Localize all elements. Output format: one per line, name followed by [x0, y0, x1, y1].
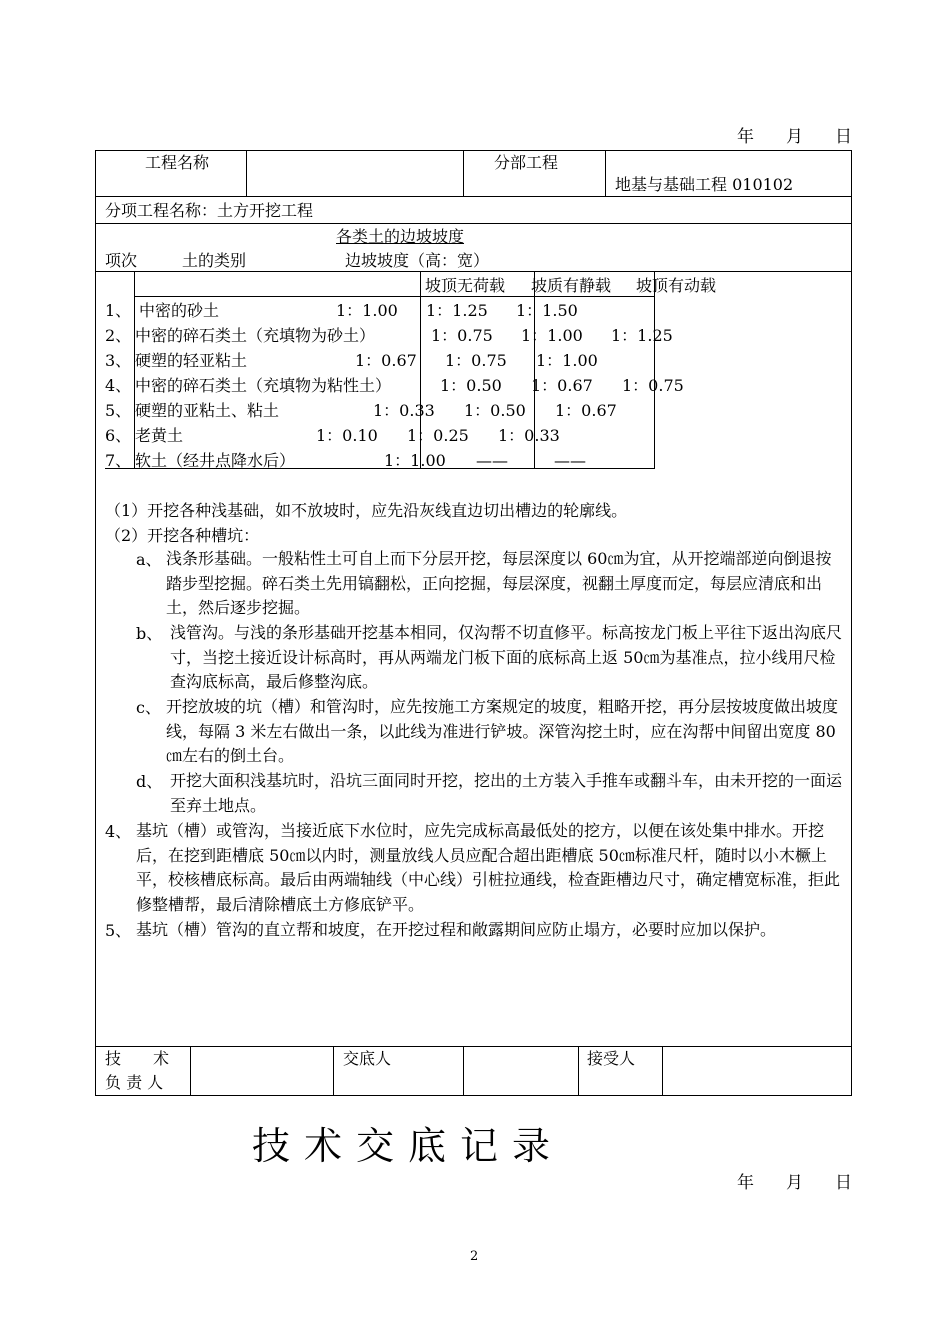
date-year: 年 — [737, 127, 754, 147]
col-index-header: 项次 — [105, 251, 138, 270]
table-row-index: 5、 — [105, 401, 132, 420]
table-row-no-load: 1：0.75 — [431, 326, 493, 345]
item-4-marker: 4、 — [105, 822, 132, 841]
date-day: 日 — [835, 127, 852, 147]
table-row-soil: 软土（经井点降水后） — [135, 451, 296, 470]
item-5-text: 基坑（槽）管沟的直立帮和坡度，在开挖过程和敞露期间应防止塌方，必要时应加以保护。 — [136, 920, 777, 939]
signature-row-rule — [95, 1046, 852, 1047]
table-row-soil: 中密的砂土 — [139, 301, 220, 320]
division-label: 分部工程 — [494, 153, 559, 172]
item-c-text: 开挖放坡的坑（槽）和管沟时，应先按施工方案规定的坡度，粗略开挖，再分层按坡度做出坡度线，每隔 3 米左右做出一条，以此线为准进行铲坡。深管沟挖土时，应在沟帮中间留出宽度 80㎝左右的倒土台。 — [166, 697, 839, 766]
divider-col-1 — [246, 150, 247, 196]
divider-col-3 — [605, 150, 606, 196]
item-d-marker: d、 — [136, 772, 163, 791]
tech-lead-signature-field[interactable] — [194, 1050, 328, 1092]
table-row-index: 2、 — [105, 326, 132, 345]
document-title: 技术交底记录 — [252, 1124, 565, 1168]
table-row-no-load: 1：1.00 — [336, 301, 398, 320]
item-a-text: 浅条形基础。一般粘性土可自上而下分层开挖，每层深度以 60㎝为宜，从开挖端部逆向倒退按踏步型挖掘。碎石类土先用镐翻松，正向挖掘，每层深度，视翻土厚度而定，每层应清底和出土，然后逐步挖掘。 — [166, 549, 832, 618]
item-5-marker: 5、 — [105, 921, 132, 940]
table-row-dynamic-load: 1：1.50 — [516, 301, 578, 320]
date-month: 月 — [786, 127, 803, 147]
table-row-soil: 硬塑的亚粘土、粘土 — [135, 401, 280, 420]
table-row-static-load: 1：0.75 — [445, 351, 507, 370]
table-row-static-load: 1：0.50 — [464, 401, 526, 420]
slope-subheader-rule — [135, 296, 655, 297]
table-row-index: 7、 — [105, 451, 132, 470]
col-slope-header: 边坡坡度（高：宽） — [345, 251, 490, 270]
item-c-marker: c、 — [136, 698, 161, 717]
table-row-no-load: 1：1.00 — [384, 451, 446, 470]
table-row-index: 1、 — [105, 301, 132, 320]
table-row-static-load: 1：0.67 — [531, 376, 593, 395]
date-year: 年 — [737, 1173, 754, 1193]
item-4-text: 基坑（槽）或管沟，当接近底下水位时，应先完成标高最低处的挖方，以便在该处集中排水。开挖后，在挖到距槽底 50㎝以内时，测量放线人员应配合超出距槽底 50㎝标准尺杆，随时以小木橛上平，校核槽底标高。最后由两端轴线（中心线）引桩拉通线，检查距槽边尺寸，确定槽宽标准，拒此修整槽帮，最后清除槽底土方修底铲平。 — [136, 821, 841, 914]
slope-header-rule — [95, 271, 852, 272]
table-row-no-load: 1：0.33 — [373, 401, 435, 420]
paragraph-2: （2）开挖各种槽坑： — [105, 526, 260, 545]
project-name-field[interactable] — [250, 153, 458, 191]
date-day: 日 — [835, 1173, 852, 1193]
tech-lead-label-line2: 负 责 人 — [105, 1073, 164, 1092]
item-a-marker: a、 — [136, 550, 162, 569]
slope-table-title: 各类土的边坡坡度 — [336, 227, 465, 246]
discloser-signature-field[interactable] — [467, 1050, 573, 1092]
date-bottom — [737, 1173, 852, 1193]
table-row-static-load: 1：1.00 — [521, 326, 583, 345]
signature-col-rule-5 — [662, 1046, 663, 1096]
table-row-soil: 硬塑的轻亚粘土 — [135, 351, 248, 370]
paragraph-1: （1）开挖各种浅基础，如不放坡时，应先沿灰线直边切出槽边的轮廓线。 — [105, 501, 628, 520]
table-row-dynamic-load: 1：1.00 — [536, 351, 598, 370]
date-top — [737, 127, 852, 147]
table-row-dynamic-load: 1：0.67 — [555, 401, 617, 420]
subheader-dynamic-load: 坡顶有动载 — [636, 276, 717, 295]
table-row-static-load: 1：0.25 — [407, 426, 469, 445]
project-name-label: 工程名称 — [145, 153, 210, 172]
table-row-no-load: 1：0.50 — [440, 376, 502, 395]
item-d-text: 开挖大面积浅基坑时，沿坑三面同时开挖，挖出的土方装入手推车或翻斗车，由未开挖的一面运至弃土地点。 — [170, 771, 843, 815]
page-number: 2 — [470, 1249, 479, 1264]
table-row-index: 6、 — [105, 426, 132, 445]
table-row-no-load: 1：0.67 — [355, 351, 417, 370]
table-row-static-load: 1：1.25 — [426, 301, 488, 320]
table-row-dynamic-load: 1：1.25 — [611, 326, 673, 345]
col-soil-header: 土的类别 — [182, 251, 247, 270]
table-row-dynamic-load: 1：0.75 — [622, 376, 684, 395]
date-month: 月 — [786, 1173, 803, 1193]
subitem-name: 分项工程名称：土方开挖工程 — [105, 201, 314, 220]
tech-lead-label-line1: 技 术 — [105, 1049, 170, 1068]
divider-subitem — [95, 223, 852, 224]
item-b-text: 浅管沟。与浅的条形基础开挖基本相同，仅沟帮不切直修平。标高按龙门板上平往下返出沟底尺寸，当挖土接近设计标高时，再从两端龙门板下面的底标高上返 50㎝为基准点，拉小线用尺检查沟底标高，最后修整沟底。 — [170, 623, 843, 692]
table-row-soil: 中密的碎石类土（充填物为砂土） — [135, 326, 376, 345]
signature-col-rule-3 — [463, 1046, 464, 1096]
receiver-label: 接受人 — [587, 1049, 636, 1068]
discloser-label: 交底人 — [343, 1049, 392, 1068]
signature-col-rule-2 — [333, 1046, 334, 1096]
signature-col-rule-1 — [190, 1046, 191, 1096]
slope-col-rule-4 — [654, 271, 655, 468]
signature-col-rule-4 — [578, 1046, 579, 1096]
divider-header — [95, 196, 852, 197]
table-row-soil: 中密的碎石类土（充填物为粘性土） — [135, 376, 392, 395]
division-value: 地基与基础工程 010102 — [615, 175, 794, 194]
receiver-signature-field[interactable] — [666, 1050, 846, 1092]
subheader-static-load: 坡质有静载 — [531, 276, 612, 295]
item-b-marker: b、 — [136, 624, 163, 643]
table-row-dynamic-load: 1：0.33 — [498, 426, 560, 445]
divider-col-2 — [463, 150, 464, 196]
table-row-dynamic-load: —— — [554, 451, 586, 470]
table-row-soil: 老黄土 — [135, 426, 184, 445]
table-row-static-load: —— — [476, 451, 508, 470]
table-row-index: 4、 — [105, 376, 132, 395]
table-row-no-load: 1：0.10 — [316, 426, 378, 445]
table-row-index: 3、 — [105, 351, 132, 370]
subheader-no-load: 坡顶无荷载 — [425, 276, 506, 295]
